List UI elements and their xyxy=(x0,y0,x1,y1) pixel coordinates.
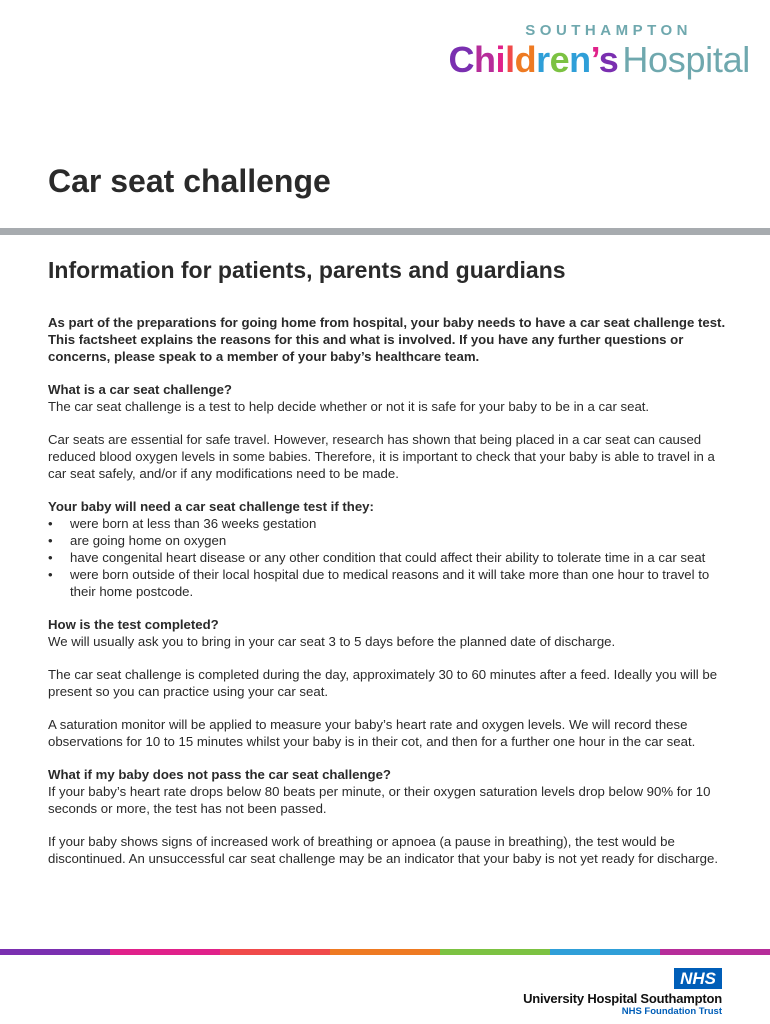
color-strip-segment xyxy=(220,949,330,955)
footer-color-strip xyxy=(0,949,770,955)
color-strip-segment xyxy=(110,949,220,955)
list-item: • were born outside of their local hospital due to medical reasons and it will take more than one hour to travel to their home postcode. xyxy=(48,566,728,600)
paragraph: A saturation monitor will be applied to measure your baby’s heart rate and oxygen levels. We will record these observations for 10 to 15 minutes whilst your baby is in their cot, and then for a further one hour in the car seat. xyxy=(48,717,696,749)
paragraph: Car seats are essential for safe travel. However, research has shown that being placed in a car seat can caused reduced blood oxygen levels in some babies. Therefore, it is important to check that your baby is able to travel in a car seat safely, and/or if any modifications need to be made. xyxy=(48,432,715,481)
logo-wordmark xyxy=(449,40,750,80)
logo-letter: i xyxy=(495,39,506,80)
list-item: • have congenital heart disease or any other condition that could affect their ability to tolerate time in a car seat xyxy=(48,549,728,566)
logo-hospital-text: Hospital xyxy=(622,39,750,80)
section-heading-what: What is a car seat challenge? xyxy=(48,382,232,397)
logo-childrens-text xyxy=(449,39,619,80)
paragraph: If your baby’s heart rate drops below 80 beats per minute, or their oxygen saturation levels drop below 90% for 10 seconds or more, the test has not been passed. xyxy=(48,784,711,816)
logo-letter: e xyxy=(549,39,570,80)
title-divider xyxy=(0,228,770,235)
paragraph: The car seat challenge is a test to help decide whether or not it is safe for your baby to be in a car seat. xyxy=(48,399,650,414)
paragraph: If your baby shows signs of increased work of breathing or apnoea (a pause in breathing), the test would be discontinued. An unsuccessful car seat challenge may be an indicator that your baby is not yet ready for discharge. xyxy=(48,834,719,866)
paragraph: We will usually ask you to bring in your car seat 3 to 5 days before the planned date of discharge. xyxy=(48,634,616,649)
section-heading-how: How is the test completed? xyxy=(48,617,219,632)
color-strip-segment xyxy=(440,949,550,955)
logo-letter: ’ xyxy=(590,39,599,80)
color-strip-segment xyxy=(0,949,110,955)
criteria-list xyxy=(48,515,728,600)
trust-subtitle: NHS Foundation Trust xyxy=(621,1006,722,1017)
page-title: Car seat challenge xyxy=(48,163,331,199)
section-heading-need: Your baby will need a car seat challenge test if they: xyxy=(48,499,374,514)
logo-letter: n xyxy=(569,39,591,80)
list-item: • are going home on oxygen xyxy=(48,532,728,549)
list-item: • were born at less than 36 weeks gestation xyxy=(48,515,728,532)
paragraph: The car seat challenge is completed during the day, approximately 30 to 60 minutes after a feed. Ideally you will be present so you can practice using your car seat. xyxy=(48,667,718,699)
section-heading-fail: What if my baby does not pass the car seat challenge? xyxy=(48,767,391,782)
page-subtitle: Information for patients, parents and guardians xyxy=(48,257,566,283)
intro-paragraph: As part of the preparations for going home from hospital, your baby needs to have a car seat challenge test. This factsheet explains the reasons for this and what is involved. If you have any further questions or concerns, please speak to a member of your baby’s healthcare team. xyxy=(48,315,726,364)
logo-letter: l xyxy=(505,39,515,80)
logo-letter: r xyxy=(536,39,550,80)
logo-letter: d xyxy=(514,39,537,80)
childrens-hospital-logo xyxy=(449,22,750,80)
logo-letter: C xyxy=(448,39,475,80)
nhs-trust-logo xyxy=(523,968,722,1017)
nhs-badge: NHS xyxy=(674,968,722,989)
trust-name: University Hospital Southampton xyxy=(523,991,722,1006)
color-strip-segment xyxy=(550,949,660,955)
document-body xyxy=(48,314,728,883)
logo-letter: s xyxy=(598,39,619,80)
logo-letter: h xyxy=(474,39,496,80)
logo-southampton-text: SOUTHAMPTON xyxy=(525,22,692,39)
color-strip-segment xyxy=(330,949,440,955)
color-strip-segment xyxy=(660,949,770,955)
